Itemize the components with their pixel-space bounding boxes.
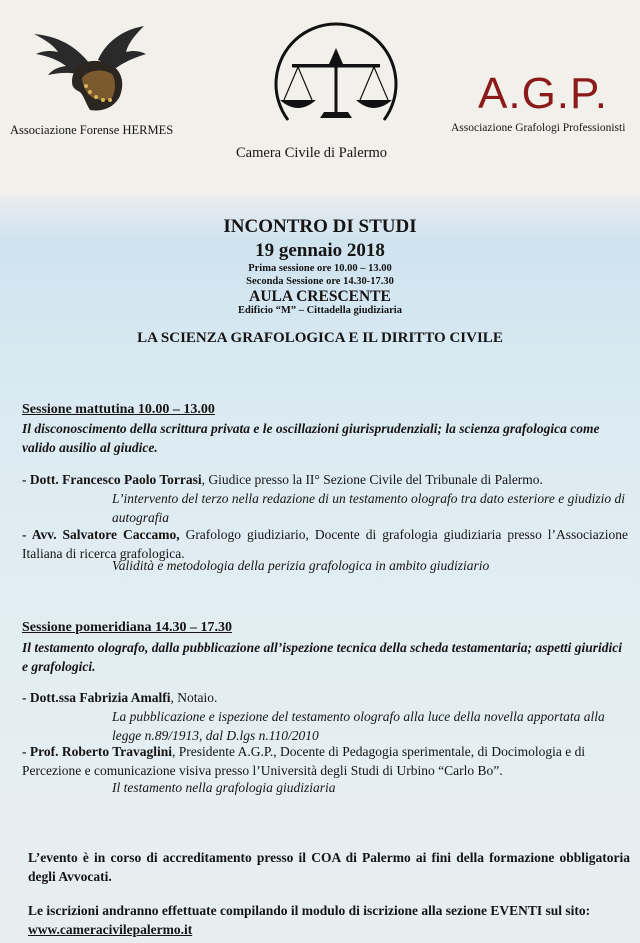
morning-session-topic: Il disconoscimento della scrittura privata e le oscillazioni giurisprudenziali; la scienza grafologica come valido ausilio al giudice. xyxy=(22,421,600,455)
speaker-travaglini xyxy=(22,742,628,780)
event-building: Edificio “M” – Cittadella giudiziaria xyxy=(238,305,402,316)
hermes-helmet-logo xyxy=(28,20,148,118)
speaker-amalfi xyxy=(22,688,628,707)
registration-note xyxy=(28,901,630,939)
scales-of-justice-logo xyxy=(268,12,404,144)
speaker-name: - Dott.ssa Fabrizia Amalfi xyxy=(22,690,171,705)
afternoon-session-heading: Sessione pomeridiana 14.30 – 17.30 xyxy=(22,620,233,635)
speaker-role: , Presidente A.G.P., Docente di Pedagogia sperimentale, di Docimologia e di Percezione e comunicazione visiva presso l’Università degli Studi di Urbino “Carlo Bo”. xyxy=(22,744,586,778)
talk-caccamo: Validità e metodologia della perizia grafologica in ambito giudiziario xyxy=(112,558,490,573)
second-session-time: Seconda Sessione ore 14.30-17.30 xyxy=(246,276,394,287)
speaker-role: , Notaio. xyxy=(170,690,218,705)
speaker-name: - Avv. Salvatore Caccamo, xyxy=(22,527,180,542)
agp-caption: Associazione Grafologi Professionisti xyxy=(451,122,626,134)
event-type: INCONTRO DI STUDI xyxy=(223,216,417,237)
first-session-time: Prima sessione ore 10.00 – 13.00 xyxy=(248,263,392,274)
website-link[interactable]: www.cameracivilepalermo.it xyxy=(28,922,193,937)
afternoon-session-topic: Il testamento olografo, dalla pubblicazione all’ispezione tecnica della scheda testamentaria; aspetti giuridici e grafologici. xyxy=(22,640,622,674)
talk-amalfi: La pubblicazione e ispezione del testamento olografo alla luce della novella apportata alla legge n.89/1913, dal D.lgs n.110/2010 xyxy=(112,709,605,743)
morning-session-heading: Sessione mattutina 10.00 – 13.00 xyxy=(22,402,215,417)
speaker-name: - Prof. Roberto Travaglini xyxy=(22,744,172,759)
event-room: AULA CRESCENTE xyxy=(249,288,391,305)
event-title: LA SCIENZA GRAFOLOGICA E IL DIRITTO CIVILE xyxy=(137,330,503,346)
speaker-role: Grafologo giudiziario, Docente di grafologia giudiziaria presso l’Associazione Italiana di ricerca grafologica. xyxy=(22,527,628,561)
speaker-torrasi xyxy=(22,470,628,489)
event-date: 19 gennaio 2018 xyxy=(255,240,385,261)
speaker-name: - Dott. Francesco Paolo Torrasi xyxy=(22,472,202,487)
speaker-role: , Giudice presso la II° Sezione Civile del Tribunale di Palermo. xyxy=(201,472,543,487)
accreditation-note: L’evento è in corso di accreditamento presso il COA di Palermo ai fini della formazione obbligatoria degli Avvocati. xyxy=(28,850,630,884)
header-band xyxy=(0,0,640,195)
talk-travaglini: Il testamento nella grafologia giudiziaria xyxy=(112,780,336,795)
hermes-caption: Associazione Forense HERMES xyxy=(10,123,174,137)
talk-torrasi: L’intervento del terzo nella redazione di un testamento olografo tra dato esteriore e giudizio di autografia xyxy=(112,491,625,525)
registration-text: Le iscrizioni andranno effettuate compilando il modulo di iscrizione alla sezione EVENTI sul sito: xyxy=(28,903,591,918)
camera-civile-caption: Camera Civile di Palermo xyxy=(236,145,388,161)
agp-logo-text: A.G.P. xyxy=(478,69,608,118)
